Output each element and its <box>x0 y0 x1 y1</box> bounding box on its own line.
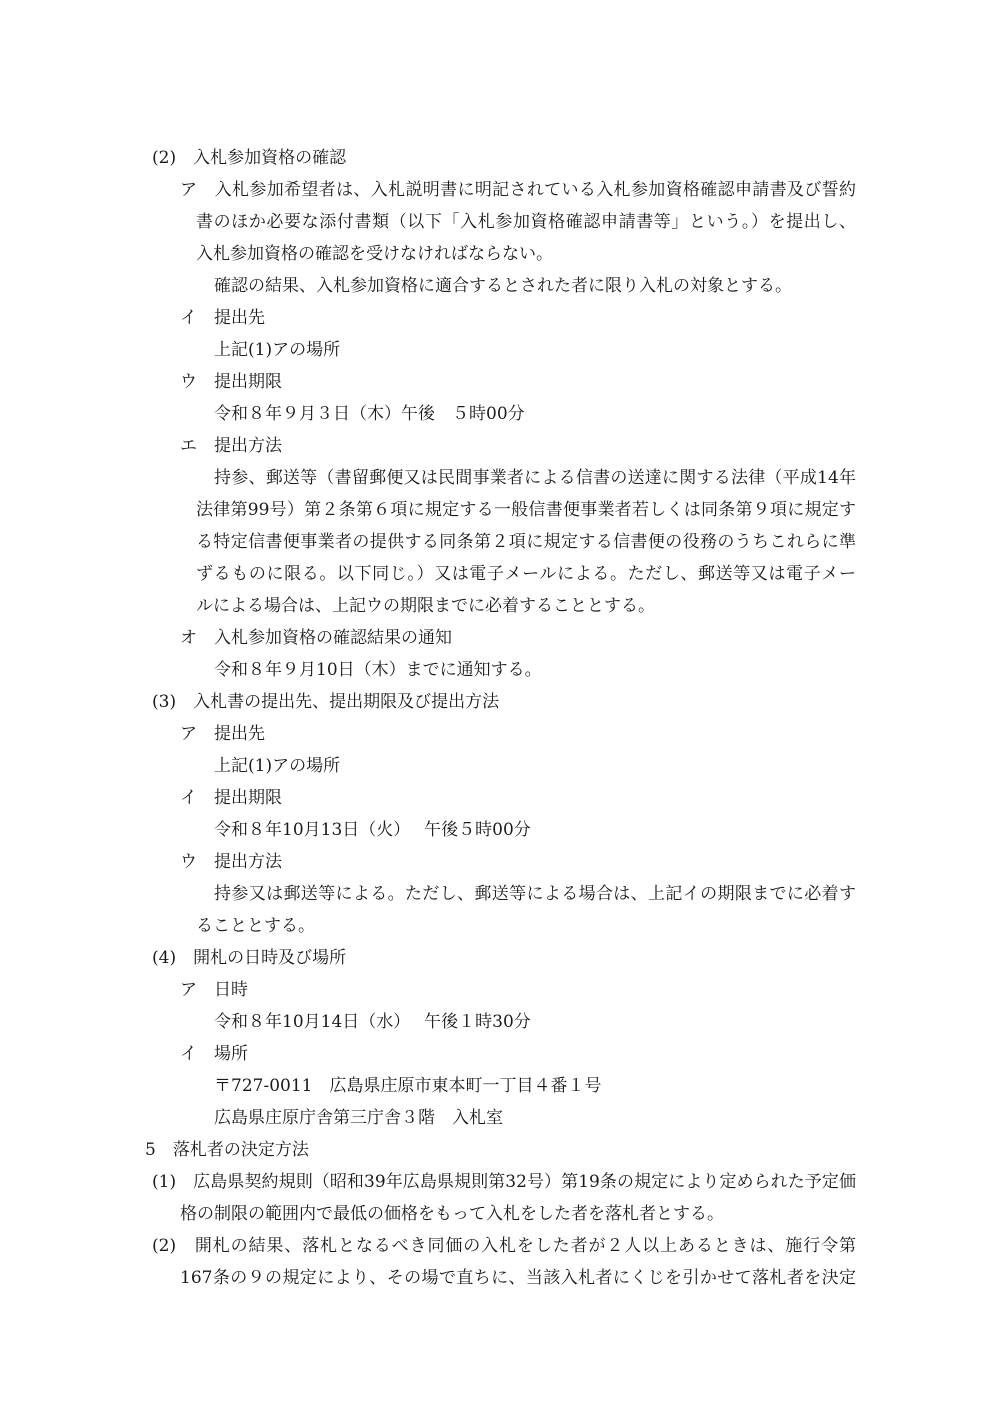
section-heading: 5 落札者の決定方法 <box>145 1140 309 1160</box>
text-line: (2) 開札の結果、落札となるべき同価の入札をした者が２人以上あるときは、施行令第 <box>152 1236 856 1256</box>
text-line: 令和８年９月10日（木）までに通知する。 <box>214 660 542 680</box>
item-heading: イ 提出先 <box>180 308 265 328</box>
text-line: 上記(1)アの場所 <box>214 756 341 776</box>
text-line: (1) 広島県契約規則（昭和39年広島県規則第32号）第19条の規定により定められた予定価 <box>152 1172 856 1192</box>
section-heading: (2) 入札参加資格の確認 <box>152 148 347 168</box>
item-heading: イ 提出期限 <box>180 788 282 808</box>
text-line: 法律第99号）第２条第６項に規定する一般信書便事業者若しくは同条第９項に規定す <box>196 500 856 520</box>
text-line: 格の制限の範囲内で最低の価格をもって入札をした者を落札者とする。 <box>180 1204 724 1224</box>
text-line: 入札参加資格の確認を受けなければならない。 <box>196 244 553 264</box>
item-heading: エ 提出方法 <box>180 436 282 456</box>
item-heading: ウ 提出期限 <box>180 372 282 392</box>
text-line: 令和８年９月３日（木）午後 ５時00分 <box>214 404 525 424</box>
section-heading: (3) 入札書の提出先、提出期限及び提出方法 <box>152 692 500 712</box>
text-line: ア 入札参加希望者は、入札説明書に明記されている入札参加資格確認申請書及び誓約 <box>180 180 856 200</box>
text-line: 書のほか必要な添付書類（以下「入札参加資格確認申請書等」という。）を提出し、 <box>196 212 856 232</box>
text-line: 上記(1)アの場所 <box>214 340 341 360</box>
item-heading: ア 提出先 <box>180 724 265 744</box>
text-line: ずるものに限る。以下同じ。）又は電子メールによる。ただし、郵送等又は電子メー <box>196 564 856 584</box>
item-heading: ウ 提出方法 <box>180 852 282 872</box>
text-line: 〒727-0011 広島県庄原市東本町一丁目４番１号 <box>214 1076 602 1096</box>
item-heading: イ 場所 <box>180 1044 248 1064</box>
text-line: る特定信書便事業者の提供する同条第２項に規定する信書便の役務のうちこれらに準 <box>196 532 856 552</box>
text-line: 持参、郵送等（書留郵便又は民間事業者による信書の送達に関する法律（平成14年 <box>214 468 856 488</box>
text-line: 令和８年10月13日（火） 午後５時00分 <box>214 820 531 840</box>
text-line: 確認の結果、入札参加資格に適合するとされた者に限り入札の対象とする。 <box>214 276 792 296</box>
section-heading: (4) 開札の日時及び場所 <box>152 948 347 968</box>
item-heading: オ 入札参加資格の確認結果の通知 <box>180 628 452 648</box>
item-heading: ア 日時 <box>180 980 248 1000</box>
text-line: ることとする。 <box>196 916 315 936</box>
text-line: 167条の９の規定により、その場で直ちに、当該入札者にくじを引かせて落札者を決定 <box>180 1268 856 1288</box>
text-line: 令和８年10月14日（水） 午後１時30分 <box>214 1012 531 1032</box>
text-line: 持参又は郵送等による。ただし、郵送等による場合は、上記イの期限までに必着す <box>214 884 856 904</box>
text-line: ルによる場合は、上記ウの期限までに必着することとする。 <box>196 596 655 616</box>
text-line: 広島県庄原庁舎第三庁舎３階 入札室 <box>214 1108 503 1128</box>
